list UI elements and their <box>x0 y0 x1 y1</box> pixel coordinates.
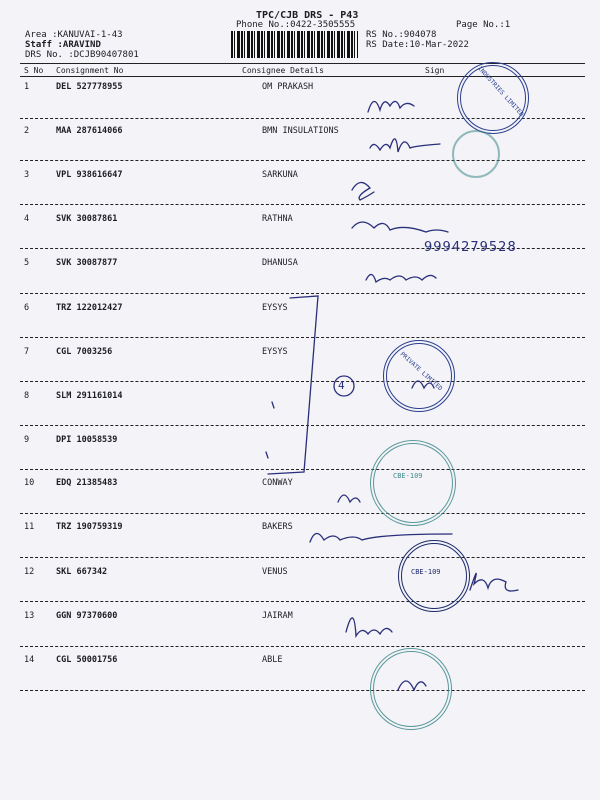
signature-row-3 <box>352 182 374 200</box>
column-header-consignee: Consignee Details <box>242 66 324 75</box>
row-consignment: MAA 287614066 <box>56 126 123 136</box>
row-sno: 12 <box>24 567 35 577</box>
row-consignee: BMN INSULATIONS <box>262 126 339 136</box>
row-consignee: RATHNA <box>262 214 293 224</box>
row-consignee: SARKUNA <box>262 170 298 180</box>
signature-row-4 <box>352 222 448 232</box>
drs-number-field: DRS No. :DCJB90407801 <box>25 50 139 60</box>
row-sno: 1 <box>24 82 30 92</box>
signature-row-10 <box>338 495 360 502</box>
signature-row-1 <box>368 101 414 112</box>
rs-date-field: RS Date:10-Mar-2022 <box>366 40 469 50</box>
row-sno: 6 <box>24 303 30 313</box>
row-sno: 11 <box>24 522 35 532</box>
row-consignee: BAKERS <box>262 522 293 532</box>
stamp-text: INDUSTRIES LIMITED <box>476 64 525 119</box>
column-header-sno: S No <box>24 66 44 75</box>
row-consignee: EYSYS <box>262 347 288 357</box>
stamp-text: PRIVATE LIMITED <box>398 350 444 393</box>
row-consignment: TRZ 190759319 <box>56 522 123 532</box>
row-sno: 4 <box>24 214 30 224</box>
row-consignment: DPI 10058539 <box>56 435 118 445</box>
staff-field: Staff :ARAVIND <box>25 40 101 50</box>
stamp-text: CBE-109 <box>411 568 441 576</box>
tick-mark-row-8 <box>272 402 274 408</box>
stamp-text: CBE-109 <box>393 472 423 480</box>
row-consignment: CGL 7003256 <box>56 347 113 357</box>
row-consignee: EYSYS <box>262 303 288 313</box>
column-header-consignment: Consignment No <box>56 66 124 75</box>
handwritten-phone: 9994279528 <box>424 240 517 255</box>
row-sno: 3 <box>24 170 30 180</box>
row-sno: 7 <box>24 347 30 357</box>
signature-row-5 <box>366 274 436 282</box>
row-consignee: VENUS <box>262 567 288 577</box>
row-consignment: EDQ 21385483 <box>56 478 118 488</box>
signature-row-14 <box>398 681 426 690</box>
row-consignee: DHANUSA <box>262 258 298 268</box>
row-consignment: DEL 527778955 <box>56 82 123 92</box>
column-header-signature: Sign <box>425 66 445 75</box>
signature-row-7 <box>412 381 434 388</box>
row-sno: 2 <box>24 126 30 136</box>
phone-number: Phone No.:0422-3505555 <box>236 20 356 30</box>
signature-row-13 <box>346 618 392 636</box>
signature-row-12 <box>470 573 518 591</box>
row-sno: 9 <box>24 435 30 445</box>
row-consignee: OM PRAKASH <box>262 82 314 92</box>
row-consignment: SLM 291161014 <box>56 391 123 401</box>
row-sno: 5 <box>24 258 30 268</box>
row-consignee: CONWAY <box>262 478 293 488</box>
row-sno: 13 <box>24 611 35 621</box>
row-sno: 10 <box>24 478 35 488</box>
signature-row-11 <box>310 533 452 542</box>
bracket-mark <box>268 296 318 474</box>
document-title: TPC/CJB DRS - P43 <box>256 10 359 21</box>
area-field: Area :KANUVAI-1-43 <box>25 30 123 40</box>
row-consignment: GGN 97370600 <box>56 611 118 621</box>
row-consignee: JAIRAM <box>262 611 293 621</box>
row-consignment: SVK 30087877 <box>56 258 118 268</box>
row-consignment: TRZ 122012427 <box>56 303 123 313</box>
circled-number-text: 4 <box>338 379 345 392</box>
tick-mark-row-9 <box>266 452 268 458</box>
rs-number-field: RS No.:904078 <box>366 30 437 40</box>
row-consignment: VPL 938616647 <box>56 170 123 180</box>
row-sno: 14 <box>24 655 35 665</box>
row-consignee: ABLE <box>262 655 283 665</box>
row-consignment: SKL 667342 <box>56 567 108 577</box>
row-sno: 8 <box>24 391 30 401</box>
row-consignment: SVK 30087861 <box>56 214 118 224</box>
signature-row-2 <box>370 139 440 152</box>
row-consignment: CGL 50001756 <box>56 655 118 665</box>
page-number: Page No.:1 <box>456 20 511 30</box>
